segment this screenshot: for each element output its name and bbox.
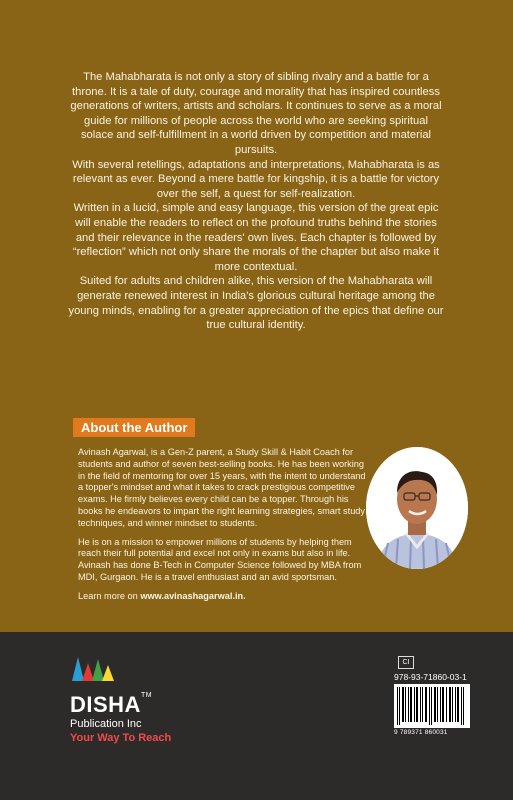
publisher-tagline: Your Way To Reach (70, 732, 172, 744)
blurb-paragraph: Suited for adults and children alike, this version of the Mahabharata will generate renewed interest in India's glorious cultural heritage among the young minds, enabling for a greater appreciation of the epics that define our true cultural identity. (68, 275, 444, 332)
author-bio (78, 447, 366, 610)
barcode (394, 684, 470, 728)
learn-more-label: Learn more on (78, 590, 141, 601)
isbn-block (394, 651, 470, 736)
publisher-name (70, 692, 171, 718)
barcode-bars (394, 684, 470, 728)
publisher-logo-icon (70, 655, 115, 683)
publisher-logo (70, 655, 171, 744)
blurb-paragraph: “reflection” which not only share the morals of the chapter but also make it more contextual. (72, 246, 440, 273)
trademark-mark: TM (140, 692, 153, 699)
blurb-paragraph: With several retellings, adaptations and interpretations, Mahabharata is as relevant as ever. Beyond a mere battle for kingship, it is a battle for victory over the self, a quest for self-realization. (72, 158, 440, 200)
ci-label: CI (398, 656, 414, 669)
barcode-digits: 9 789371 860031 (394, 729, 448, 736)
blurb-paragraph: Written in a lucid, simple and easy language, this version of the great epic will enable the readers to reflect on the profound truths behind the stories and their relevance in the readers' own lives. Each chapter is followed by (73, 202, 439, 244)
publisher-name-text: DISHA (70, 692, 141, 717)
author-bio-paragraph: He is on a mission to empower millions of students by helping them reach their full potential and excel not only in exams but also in life. Avinash has done B-Tech in Computer Science followed by MBA from MDI, Gurgaon. He is a travel enthusiast and an avid sportsman. (78, 536, 362, 582)
blurb (68, 70, 444, 333)
blurb-paragraph: The Mahabharata is not only a story of sibling rivalry and a battle for a throne. It is a tale of duty, courage and morality that has inspired countless generations of writers, artists and scholars. It continues to serve as a moral guide for millions of people across the world who are seeking spiritual solace and self-fulfillment in a world driven by competition and material pursuits. (70, 71, 442, 156)
ci-label-row (394, 651, 470, 669)
about-author-heading: About the Author (73, 418, 195, 437)
author-portrait-image (366, 447, 468, 569)
author-bio-paragraph: Avinash Agarwal, is a Gen-Z parent, a Study Skill & Habit Coach for students and author of seven best-selling books. He has been working in the field of mentoring for over 15 years, with the intent to understand a topper's mindset and what it takes to crack prestigious competitive exams. He firmly believes every child can be a topper. Through his books he endeavors to impart the right learning strategies, smart study techniques, and winner mindset to students. (78, 447, 366, 528)
author-website-line (78, 591, 366, 603)
author-website-link[interactable]: www.avinashagarwal.in. (140, 590, 246, 601)
isbn-number: 978-93-71860-03-1 (394, 672, 467, 682)
author-photo (366, 447, 468, 569)
publisher-subtitle: Publication Inc (70, 718, 142, 730)
